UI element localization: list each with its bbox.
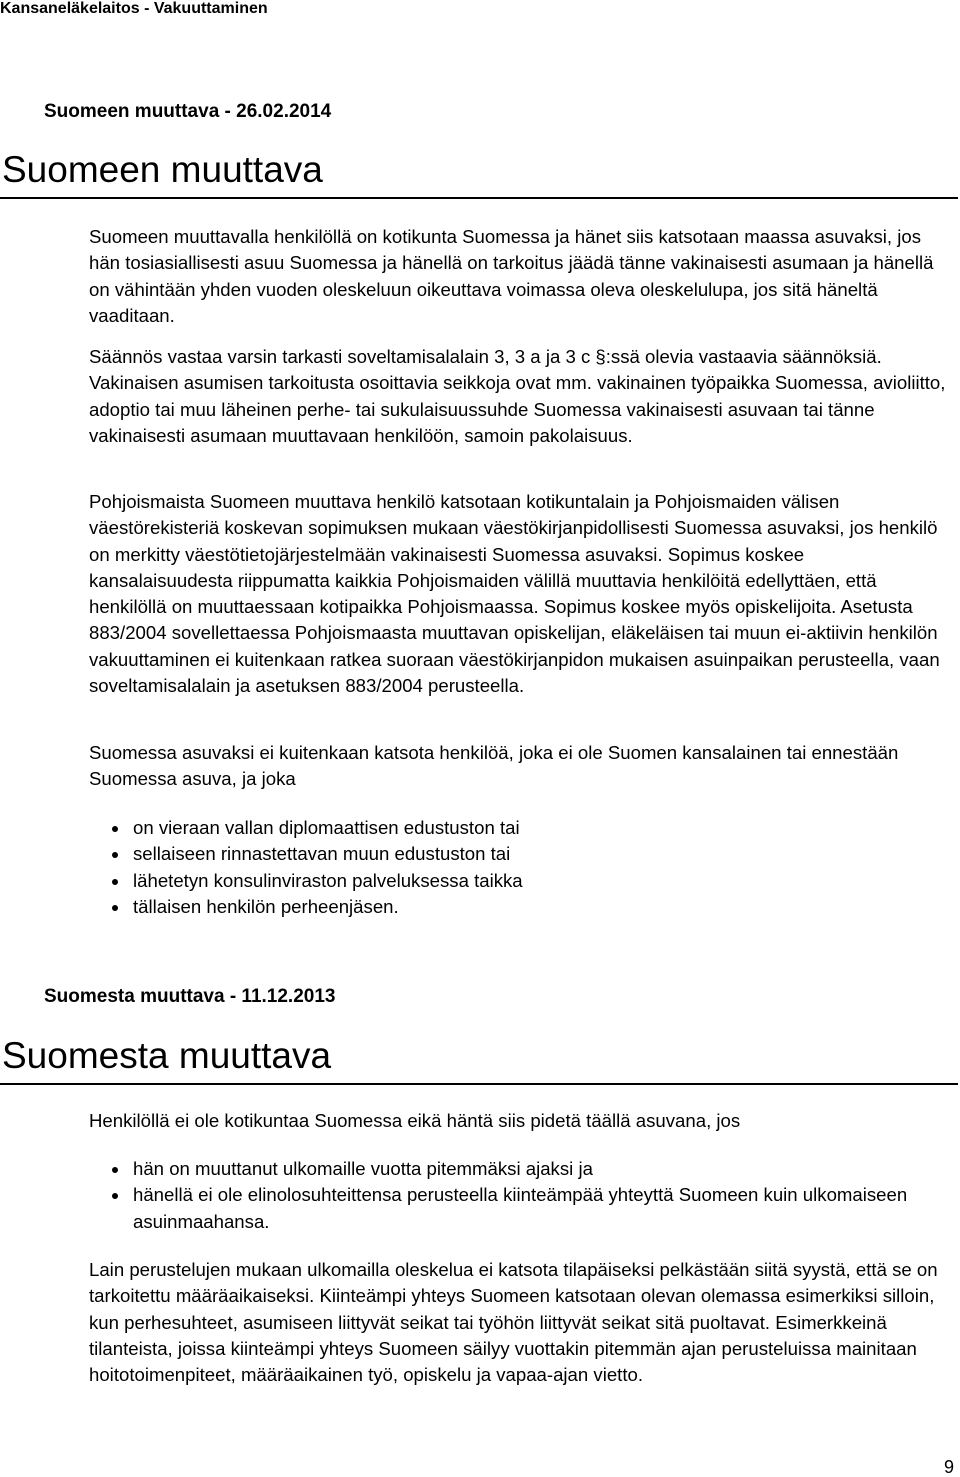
section-body [89,1108,949,1134]
running-header: Kansaneläkelaitos - Vakuuttaminen [0,0,268,17]
section-title: Suomeen muuttava [2,149,323,190]
list-item: lähetetyn konsulinviraston palveluksessa taikka [89,868,949,894]
paragraph: Säännös vastaa varsin tarkasti soveltamisalalain 3, 3 a ja 3 c §:ssä olevia vastaavia säännöksiä. Vakinaisen asumisen tarkoitusta osoittavia seikkoja ovat mm. vakinainen työpaikka Suomessa, avioliitto, adoptio tai muu läheinen perhe- tai sukulaisuussuhde Suomessa vakinaisesti asuvaan tai tänne vakinaisesti asumaan muuttavaan henkilöön, samoin pakolaisuus. [89,346,946,446]
bullet-icon [112,879,118,885]
bullet-icon [112,1193,118,1199]
list-item: tällaisen henkilön perheenjäsen. [89,894,949,920]
title-rule [0,197,958,199]
list-item: sellaiseen rinnastettavan muun edustuston tai [89,841,949,867]
section-body [89,344,949,449]
paragraph: Suomeen muuttavalla henkilöllä on kotikunta Suomessa ja hänet siis katsotaan maassa asuvaksi, jos hän tosiasiallisesti asuu Suomessa ja hänellä on tarkoitus jäädä tänne vakinaisesti asumaan ja hänellä on vähintään yhden vuoden oleskeluun oikeuttava voimassa oleva oleskelulupa, jos sitä häneltä vaaditaan. [89,226,934,326]
page-number: 9 [943,1457,954,1477]
section-body [89,1257,949,1388]
paragraph: Suomessa asuvaksi ei kuitenkaan katsota henkilöä, joka ei ole Suomen kansalainen tai ennestään Suomessa asuva, ja joka [89,742,899,790]
section-body [89,224,949,329]
bullet-icon [112,852,118,858]
bullet-list [89,815,949,920]
section-date-heading: Suomesta muuttava - 11.12.2013 [44,986,336,1007]
bullet-icon [112,826,118,832]
paragraph: Pohjoismaista Suomeen muuttava henkilö katsotaan kotikuntalain ja Pohjoismaiden välisen väestörekisteriä koskevan sopimuksen mukaan väestökirjanpidollisesti Suomessa asuvaksi, jos henkilö on merkitty väestötietojärjestelmään vakinaisesti Suomessa asuvaksi. Sopimus koskee kansalaisuudesta riippumatta kaikkia Pohjoismaiden välillä muuttavia henkilöitä edellyttäen, että henkilöllä on muuttaessaan kotipaikka Pohjoismaassa. Sopimus koskee myös opiskelijoita. Asetusta 883/2004 sovellettaessa Pohjoismaasta muuttavan opiskelijan, eläkeläisen tai muun ei-aktiivin henkilön vakuuttaminen ei kuitenkaan ratkea suoraan väestökirjanpidon mukaisen asuinpaikan perusteella, vaan soveltamisalalain ja asetuksen 883/2004 perusteella. [89,491,940,697]
bullet-icon [112,1167,118,1173]
bullet-list [89,1156,949,1235]
section-body [89,489,949,699]
list-item: hän on muuttanut ulkomaille vuotta pitemmäksi ajaksi ja [89,1156,949,1182]
list-item: on vieraan vallan diplomaattisen edustuston tai [89,815,949,841]
title-rule [0,1083,958,1085]
bullet-icon [112,905,118,911]
section-date-heading: Suomeen muuttava - 26.02.2014 [44,101,332,122]
section-title: Suomesta muuttava [2,1035,332,1076]
list-item: hänellä ei ole elinolosuhteittensa perusteella kiinteämpää yhteyttä Suomeen kuin ulkomaiseen asuinmaahansa. [89,1182,949,1235]
paragraph: Lain perustelujen mukaan ulkomailla oleskelua ei katsota tilapäiseksi pelkästään siitä syystä, että se on tarkoitettu määräaikaiseksi. Kiinteämpi yhteys Suomeen katsotaan olevan olemassa esimerkiksi silloin, kun perhesuhteet, asumiseen liittyvät seikat tai työhön liittyvät seikat sitä puoltavat. Esimerkkeinä tilanteista, joissa kiinteämpi yhteys Suomeen säilyy vuottakin pitemmän ajan perusteluissa mainitaan hoitotoimenpiteet, määräaikainen työ, opiskelu ja vapaa-ajan vietto. [89,1259,938,1386]
paragraph: Henkilöllä ei ole kotikuntaa Suomessa eikä häntä siis pidetä täällä asuvana, jos [89,1110,741,1131]
section-body [89,740,949,793]
